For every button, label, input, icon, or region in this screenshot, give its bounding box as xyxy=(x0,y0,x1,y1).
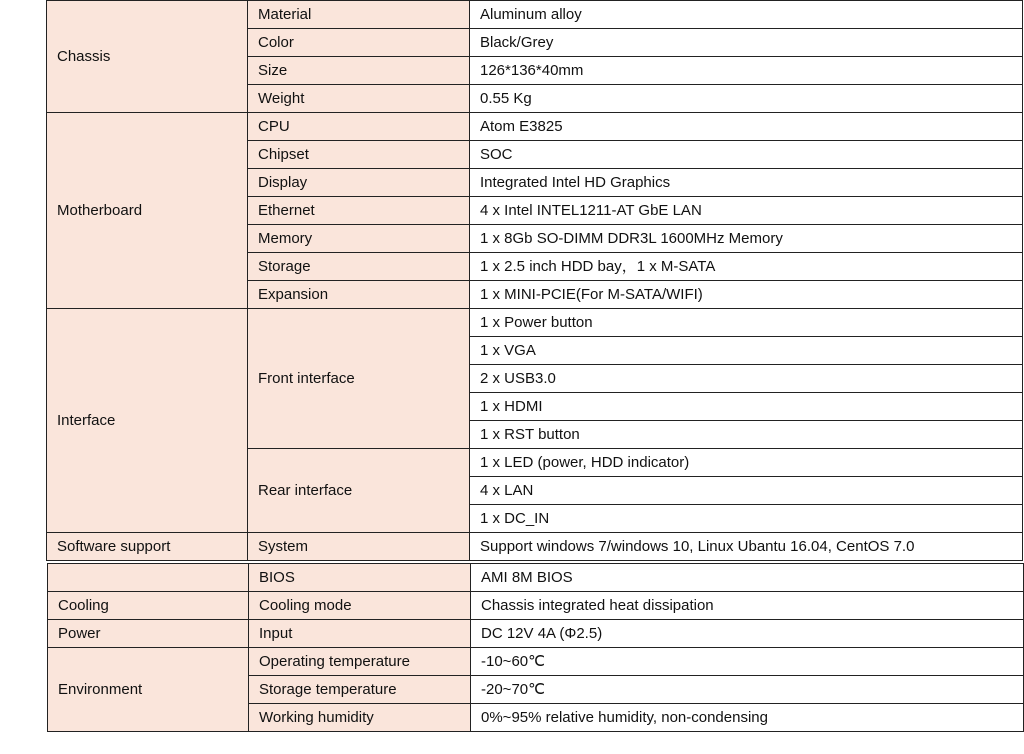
spec-value: 0.55 Kg xyxy=(470,85,1023,113)
spec-value: 126*136*40mm xyxy=(470,57,1023,85)
spec-table xyxy=(46,0,1023,561)
spec-label: Material xyxy=(248,1,470,29)
spec-value: Aluminum alloy xyxy=(470,1,1023,29)
spec-label: Chipset xyxy=(248,141,470,169)
spec-value: 1 x MINI-PCIE(For M-SATA/WIFI) xyxy=(470,281,1023,309)
spec-value: Support windows 7/windows 10, Linux Ubantu 16.04, CentOS 7.0 xyxy=(470,533,1023,561)
table-row xyxy=(48,620,1024,648)
table-row xyxy=(48,648,1024,676)
table-row xyxy=(47,113,1023,141)
spec-value: 1 x HDMI xyxy=(470,393,1023,421)
spec-label: System xyxy=(248,533,470,561)
spec-value: 1 x DC_IN xyxy=(470,505,1023,533)
spec-label: CPU xyxy=(248,113,470,141)
spec-value: 2 x USB3.0 xyxy=(470,365,1023,393)
spec-value: 1 x 2.5 inch HDD bay，1 x M-SATA xyxy=(470,253,1023,281)
spec-label: Color xyxy=(248,29,470,57)
spec-label: Display xyxy=(248,169,470,197)
spec-value: Chassis integrated heat dissipation xyxy=(471,592,1024,620)
table-row xyxy=(47,309,1023,337)
spec-label: Storage temperature xyxy=(249,676,471,704)
group-software-support: Software support xyxy=(47,533,248,561)
group-interface: Interface xyxy=(47,309,248,533)
table-row xyxy=(47,1,1023,29)
spec-value: Integrated Intel HD Graphics xyxy=(470,169,1023,197)
spec-label: Input xyxy=(249,620,471,648)
spec-value: 4 x Intel INTEL1211-AT GbE LAN xyxy=(470,197,1023,225)
spec-label: Working humidity xyxy=(249,704,471,732)
spec-table-continued xyxy=(47,563,1024,732)
table-row xyxy=(48,592,1024,620)
spec-label: Expansion xyxy=(248,281,470,309)
group-chassis: Chassis xyxy=(47,1,248,113)
spec-value: 1 x 8Gb SO-DIMM DDR3L 1600MHz Memory xyxy=(470,225,1023,253)
spec-value: -10~60℃ xyxy=(471,648,1024,676)
spec-label: Cooling mode xyxy=(249,592,471,620)
spec-value: 0%~95% relative humidity, non-condensing xyxy=(471,704,1024,732)
spec-label: Ethernet xyxy=(248,197,470,225)
spec-value: -20~70℃ xyxy=(471,676,1024,704)
spec-value: DC 12V 4A (Φ2.5) xyxy=(471,620,1024,648)
spec-value: 4 x LAN xyxy=(470,477,1023,505)
spec-label: Memory xyxy=(248,225,470,253)
group-motherboard: Motherboard xyxy=(47,113,248,309)
group-environment: Environment xyxy=(48,648,249,732)
spec-value: 1 x RST button xyxy=(470,421,1023,449)
table-row xyxy=(48,564,1024,592)
spec-label: Storage xyxy=(248,253,470,281)
spec-value: 1 x Power button xyxy=(470,309,1023,337)
group-power: Power xyxy=(48,620,249,648)
group-cooling: Cooling xyxy=(48,592,249,620)
spec-value: Black/Grey xyxy=(470,29,1023,57)
spec-label: BIOS xyxy=(249,564,471,592)
subgroup-rear-interface: Rear interface xyxy=(248,449,470,533)
spec-label: Size xyxy=(248,57,470,85)
spec-label: Operating temperature xyxy=(249,648,471,676)
spec-value: SOC xyxy=(470,141,1023,169)
spec-value: 1 x VGA xyxy=(470,337,1023,365)
spec-value: 1 x LED (power, HDD indicator) xyxy=(470,449,1023,477)
table-row xyxy=(47,533,1023,561)
spec-label: Weight xyxy=(248,85,470,113)
subgroup-front-interface: Front interface xyxy=(248,309,470,449)
spec-value: AMI 8M BIOS xyxy=(471,564,1024,592)
group-empty xyxy=(48,564,249,592)
spec-value: Atom E3825 xyxy=(470,113,1023,141)
